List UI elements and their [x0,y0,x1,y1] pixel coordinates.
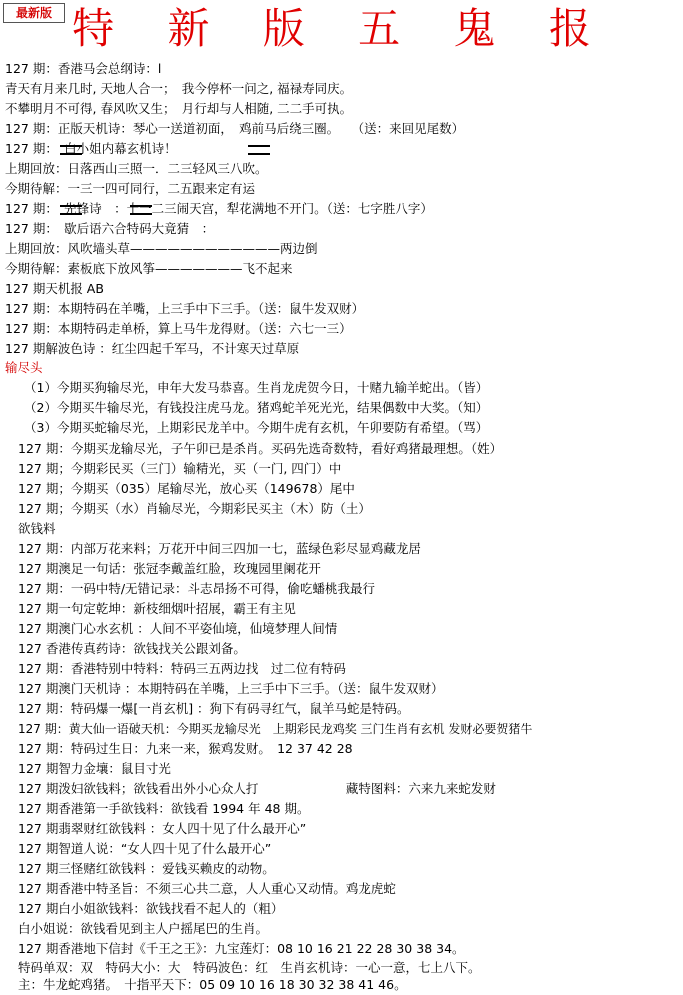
text-line: 127 期：内部万花来料；万花开中间三四加一七，蓝绿色彩尽显鸡藏龙居 [18,541,421,556]
latest-version-badge: 最新版 [3,3,65,23]
text-line: 127 期澳足一句话：张冠李戴盖红脸，玫瑰园里阑花开 [18,561,321,576]
text-line: 今期待解：一三一四可同行，二五跟来定有运 [5,181,256,196]
text-line: 127 期：本期特码走单桥，算上马牛龙得财。（送：六七一三） [5,321,352,336]
text-line: 127 期；今期彩民买（三门）输精光，买（一门, 四门）中 [18,461,342,476]
text-line: 特码单双：双 特码大小：大 特码波色：红 生肖玄机诗：一心一意，七上八下。 [18,960,481,975]
double-bar-icon [60,145,82,155]
page-title: 特 新 版 五 鬼 报 [72,4,611,53]
text-line: 上期回放：风吹墙头草————————————两边倒 [5,241,318,256]
text-line: 主：牛龙蛇鸡猪。 十指平天下：05 09 10 16 18 30 32 38 41 46。 [18,977,407,992]
text-line: 127 期香港地下信封《千王之王》：九宝莲灯：08 10 16 21 22 28 30 38 34。 [18,941,465,956]
text-line: （3）今期买蛇输尽光，上期彩民龙羊中。今期牛虎有玄机，午卯要防有希望。（骂） [24,420,489,435]
text-line: 127 期：正版天机诗：琴心一送道初面， 鸡前马后绕三圈。 （送：来回见尾数） [5,121,465,136]
text-line: 127 期： 歇后语六合特码大竟猜 ： [5,221,215,236]
text-line: 不攀明月不可得, 春风吹又生； 月行却与人相随, 二二手可执。 [5,101,353,116]
text-line: 127 香港传真药诗：欲钱找关公跟刘备。 [18,641,246,656]
text-line: 127 期： 白小姐内幕玄机诗！ [5,141,177,156]
text-line: 127 期：特码过生日：九来一来，猴鸡发财。 12 37 42 28 [18,741,353,756]
text-line: 青天有月来几时, 天地人合一； 我今停杯一问之, 福禄寿同庆。 [5,81,353,96]
text-line: 127 期：香港特别中特料：特码三五两边找 过二位有特码 [18,661,346,676]
text-line: 127 期智道人说：“女人四十见了什么最开心” [18,841,272,856]
text-line: 127 期澳门心水玄机 ：人间不平姿仙境，仙境梦理人间情 [18,621,338,636]
text-line: 127 期： 先锋诗 ：十一二三闹天宫，犁花满地不开门。（送：七字胜八字） [5,201,433,216]
text-line: 今期待解：素板底下放风筝———————飞不起来 [5,261,293,276]
double-bar-icon [248,145,270,155]
text-line: 白小姐说：欲钱看见到主人户摇尾巴的生肖。 [18,921,269,936]
text-line: 127 期白小姐欲钱料：欲钱找看不起人的（粗） [18,901,284,916]
text-line: 127 期；今期买（035）尾输尽光，放心买（149678）尾中 [18,481,355,496]
text-line: 127 期：一码中特/无错记录：斗志昂扬不可得，偷吃蟠桃我最行 [18,581,376,596]
section-heading: 输尽头 [5,360,43,375]
text-line: 127 期翡翠财红欲钱料 ：女人四十见了什么最开心” [18,821,307,836]
text-line: 127 期三怪赌红欲钱料 ：爱钱买赖皮的动物。 [18,861,275,876]
text-line: 上期回放：日落西山三照一．二三轻风三八吹。 [5,161,268,176]
text-line: （2）今期买牛输尽光，有钱投注虎马龙。猪鸡蛇羊死光光，结果偶数中大奖。（知） [24,400,489,415]
text-line: 127 期一句定乾坤：新枝细烟叶招展，霸王有主见 [18,601,296,616]
text-line: 127 期泼妇欲钱料；欲钱看出外小心众人打 藏特图料：六来九来蛇发财 [18,781,496,796]
text-line: 127 期智力金壤：鼠目寸光 [18,761,171,776]
text-line: 127 期：今期买龙输尽光，子午卯已是杀肖。买码先选奇数特，看好鸡猪最理想。（姓） [18,441,503,456]
text-line: （1）今期买狗输尽光，申年大发马恭喜。生肖龙虎贺今日，十赌九输羊蛇出。（皆） [24,380,489,395]
double-bar-icon [130,205,152,215]
double-bar-icon [60,205,82,215]
text-line: 127 期；今期买（水）肖输尽光，今期彩民买主（木）防（土） [18,501,371,516]
text-line: 127 期：特码爆一爆[一肖玄机] ：狗下有码寻红气，鼠羊马蛇是特码。 [18,701,410,716]
text-line: 127 期香港第一手欲钱料：欲钱看 1994 年 48 期。 [18,801,310,816]
text-line: 欲钱料 [18,521,56,536]
text-line: 127 期：本期特码在羊嘴，上三手中下三手。（送：鼠牛发双财） [5,301,365,316]
text-line: 127 期天机报 AB [5,281,104,296]
text-line: 127 期解波色诗 ：红尘四起千军马，不计寒天过草原 [5,341,300,356]
text-line: 127 期澳门天机诗 ：本期特码在羊嘴，上三手中下三手。（送：鼠牛发双财） [18,681,444,696]
text-line: 127 期香港中特圣旨：不须三心共二意，人人重心又动情。鸡龙虎蛇 [18,881,396,896]
text-line: 127 期：黄大仙一语破天机：今期买龙输尽光 上期彩民龙鸡奖 三门生肖有玄机 发财必要贺猪牛 [18,722,533,736]
text-line: 127 期：香港马会总纲诗：l [5,61,162,76]
